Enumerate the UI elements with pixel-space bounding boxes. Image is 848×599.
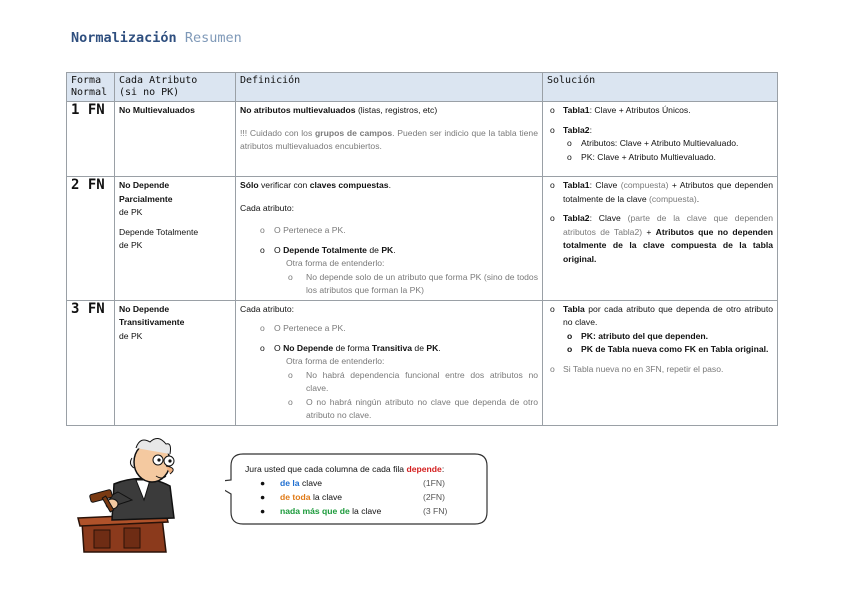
list-item: ● de toda la clave (2FN) [260,492,445,502]
header-solucion: Solución [543,73,778,102]
title-sub: Resumen [184,30,242,46]
table-row [67,102,778,177]
table-row [67,177,778,301]
fn-label: 1 FN [67,102,115,177]
definicion-cell: Sólo verificar con claves compuestas. Cada atributo: o O Pertenece a PK. o O Depende Totalmente de PK. Otra forma de entenderlo: o No depende solo de un atributo que forma PK (sino de todos los atributos que forman la PK) [236,177,543,301]
atributo-cell: No Multievaluados [115,102,236,177]
header-definicion: Definición [236,73,543,102]
header-atributo: Cada Atributo (si no PK) [115,73,236,102]
solucion-cell: o Tabla por cada atributo que dependa de otro atributo no clave. o PK: atributo del que dependen. o PK de Tabla nueva como FK en Tabla original. o Si Tabla nueva no en 3FN, repetir el paso. [543,300,778,425]
page-title [71,30,242,46]
bubble-intro: Jura usted que cada columna de cada fila depende: [245,464,445,474]
fn-label: 3 FN [67,300,115,425]
fn-label: 2 FN [67,177,115,301]
judge-cartoon-illustration [74,434,224,554]
atributo-cell: No Depende Parcialmente de PK Depende Totalmente de PK [115,177,236,301]
solucion-cell: o Tabla1: Clave + Atributos Únicos. o Tabla2: o Atributos: Clave + Atributo Multievaluado. o PK: Clave + Atributo Multievaluado. [543,102,778,177]
definicion-cell: No atributos multievaluados (listas, registros, etc) !!! Cuidado con los grupos de campos. Pueden ser indicio que la tabla tiene atributos multievaluados encubiertos. [236,102,543,177]
definicion-cell: Cada atributo: o O Pertenece a PK. o O No Depende de forma Transitiva de PK. Otra forma de entenderlo: o No habrá dependencia funcional entre dos atributos no clave. o O no habrá ningún atributo no clave que dependa de otro atributo no clave. [236,300,543,425]
table-row [67,300,778,425]
list-item: ● de la clave (1FN) [260,478,445,488]
header-forma: Forma Normal [67,73,115,102]
title-main: Normalización [71,30,177,46]
header-row [67,73,778,102]
normalization-table [66,72,778,426]
solucion-cell: o Tabla1: Clave (compuesta) + Atributos que dependen totalmente de la clave (compuesta). o Tabla2: Clave (parte de la clave que dependen atributos de Tabla2) + Atributos que no dependen totalmente de la clave compuesta de la tabla original. [543,177,778,301]
bubble-content [245,463,448,519]
atributo-cell: No Depende Transitivamente de PK [115,300,236,425]
list-item: ● nada más que de la clave (3 FN) [260,506,448,516]
